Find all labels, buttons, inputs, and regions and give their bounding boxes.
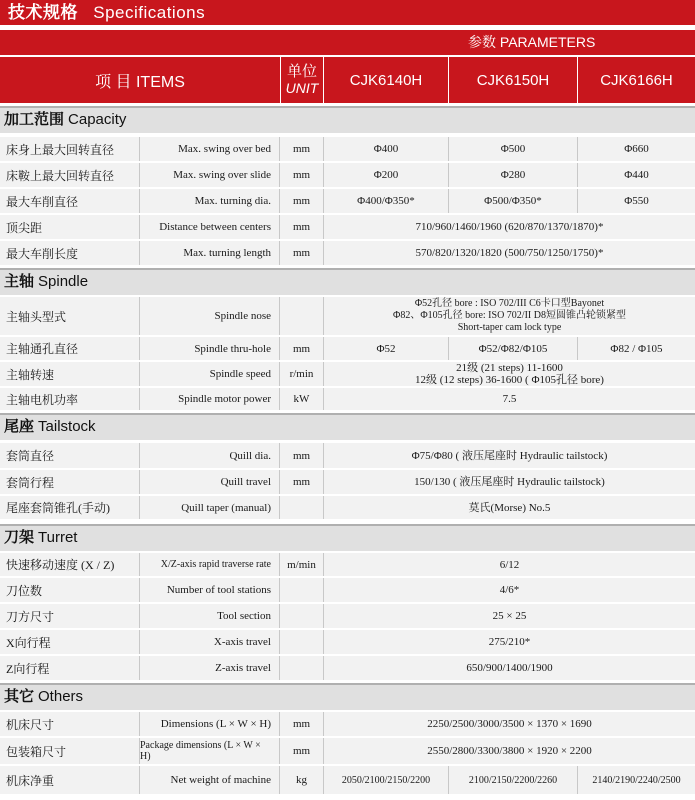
- row-value-1: Φ200: [324, 163, 449, 187]
- row-value-span: [324, 362, 695, 386]
- row-label-en: Z-axis travel: [140, 656, 280, 680]
- row-unit: mm: [280, 189, 324, 213]
- row-unit: mm: [280, 241, 324, 265]
- table-row: [0, 578, 695, 604]
- row-label-zh: 床鞍上最大回转直径: [0, 163, 140, 187]
- section-tailstock: [0, 413, 695, 440]
- row-value-3: 2140/2190/2240/2500: [592, 774, 681, 786]
- row-unit: kg: [280, 766, 324, 794]
- row-value-span: 710/960/1460/1960 (620/870/1370/1870)*: [415, 221, 604, 233]
- row-value-1: Φ52: [324, 337, 449, 360]
- title-zh: 技术规格: [8, 3, 78, 22]
- row-unit: mm: [280, 163, 324, 187]
- row-value-1: 2050/2100/2150/2200: [324, 766, 449, 794]
- row-label-en: X-axis travel: [140, 630, 280, 654]
- section-turret: [0, 524, 695, 551]
- text-line: Short-taper cam lock type: [457, 322, 562, 333]
- row-label-en: Quill travel: [140, 470, 280, 494]
- title-bar: [0, 0, 695, 25]
- row-label-en: Quill taper (manual): [140, 496, 280, 519]
- table-row: [0, 630, 695, 656]
- row-label-zh: 尾座套筒锥孔(手动): [0, 496, 140, 519]
- row-label-zh: 包装箱尺寸: [0, 738, 140, 764]
- table-row: [0, 362, 695, 388]
- section-en: Capacity: [68, 111, 127, 128]
- section-en: Turret: [38, 529, 78, 546]
- section-zh: 尾座: [4, 418, 35, 435]
- title-en: Specifications: [93, 3, 206, 22]
- row-value-2: Φ500: [449, 137, 578, 161]
- row-value-span: 650/900/1400/1900: [466, 662, 553, 674]
- row-label-zh: 套筒直径: [0, 443, 140, 468]
- row-label-en: Net weight of machine: [140, 766, 280, 794]
- table-row: [0, 388, 695, 412]
- row-label-en: Quill dia.: [140, 443, 280, 468]
- row-unit: r/min: [280, 362, 324, 386]
- row-unit: mm: [280, 443, 324, 468]
- section-zh: 主轴: [4, 273, 35, 290]
- row-value-2: 2100/2150/2200/2260: [449, 766, 578, 794]
- table-row: [0, 137, 695, 163]
- row-label-en: Number of tool stations: [140, 578, 280, 602]
- table-row: [0, 297, 695, 337]
- row-label-en: Spindle nose: [140, 297, 280, 335]
- row-value-span: [324, 297, 695, 335]
- header-model-2: CJK6150H: [449, 57, 577, 103]
- row-label-zh: 主轴头型式: [0, 297, 140, 335]
- section-capacity: [0, 106, 695, 133]
- row-value-span: 莫氏(Morse) No.5: [468, 501, 551, 514]
- table-row: [0, 553, 695, 578]
- row-label-zh: 机床尺寸: [0, 712, 140, 736]
- table-row: [0, 470, 695, 496]
- header-unit: [281, 57, 323, 103]
- row-value-1: Φ400/Φ350*: [324, 189, 449, 213]
- row-label-en: Package dimensions (L × W × H): [140, 738, 280, 764]
- row-label-zh: 最大车削长度: [0, 241, 140, 265]
- row-value-span: Φ75/Φ80 ( 液压尾座时 Hydraulic tailstock): [411, 449, 608, 462]
- text-line: 12级 (12 steps) 36-1600 ( Φ105孔径 bore): [415, 374, 604, 386]
- table-row: [0, 604, 695, 630]
- row-label-zh: 刀位数: [0, 578, 140, 602]
- row-unit: mm: [280, 712, 324, 736]
- table-row: [0, 215, 695, 241]
- row-label-zh: Z向行程: [0, 656, 140, 680]
- row-label-en: X/Z-axis rapid traverse rate: [140, 553, 280, 576]
- header-model-3: CJK6166H: [578, 57, 695, 103]
- row-label-zh: 最大车削直径: [0, 189, 140, 213]
- row-unit: mm: [280, 470, 324, 494]
- row-label-zh: 主轴转速: [0, 362, 140, 386]
- row-label-zh: 顶尖距: [0, 215, 140, 239]
- section-zh: 刀架: [4, 529, 35, 546]
- section-spindle: [0, 268, 695, 295]
- section-zh: 其它: [4, 688, 35, 705]
- row-label-en: Max. swing over slide: [140, 163, 280, 187]
- row-value-span: 4/6*: [499, 584, 520, 596]
- row-unit: [280, 297, 324, 335]
- row-unit: [280, 656, 324, 680]
- parameters-bar: [0, 30, 695, 55]
- row-value-3: Φ82 / Φ105: [610, 342, 663, 355]
- section-en: Spindle: [38, 273, 89, 290]
- table-row: [0, 337, 695, 362]
- table-row: [0, 738, 695, 766]
- row-label-en: Spindle speed: [140, 362, 280, 386]
- row-value-span: 7.5: [502, 393, 517, 405]
- row-unit: mm: [280, 738, 324, 764]
- table-row: [0, 443, 695, 470]
- row-value-2: Φ52/Φ82/Φ105: [449, 337, 578, 360]
- table-row: [0, 496, 695, 521]
- table-row: [0, 189, 695, 215]
- row-value-1: Φ400: [324, 137, 449, 161]
- row-value-span: 25 × 25: [492, 610, 527, 622]
- row-label-zh: 主轴电机功率: [0, 388, 140, 410]
- row-value-2: Φ500/Φ350*: [449, 189, 578, 213]
- row-value-span: 6/12: [499, 558, 520, 571]
- row-value-3: Φ660: [624, 143, 649, 155]
- row-label-en: Distance between centers: [140, 215, 280, 239]
- row-unit: [280, 578, 324, 602]
- parameters-label: 参数 PARAMETERS: [468, 34, 596, 50]
- table-row: [0, 241, 695, 267]
- section-en: Tailstock: [38, 418, 96, 435]
- row-label-en: Tool section: [140, 604, 280, 628]
- row-unit: mm: [280, 215, 324, 239]
- row-value-span: 2250/2500/3000/3500 × 1370 × 1690: [427, 718, 592, 730]
- row-label-en: Max. turning length: [140, 241, 280, 265]
- row-label-zh: 主轴通孔直径: [0, 337, 140, 360]
- row-unit: mm: [280, 337, 324, 360]
- row-unit: mm: [280, 137, 324, 161]
- section-others: [0, 683, 695, 710]
- row-label-zh: 床身上最大回转直径: [0, 137, 140, 161]
- table-row: [0, 766, 695, 796]
- row-value-3: Φ440: [624, 169, 649, 181]
- row-value-span: 570/820/1320/1820 (500/750/1250/1750)*: [415, 247, 604, 259]
- table-row: [0, 163, 695, 189]
- table-row: [0, 712, 695, 738]
- section-en: Others: [38, 688, 84, 705]
- header-model-1: CJK6140H: [324, 57, 448, 103]
- row-label-zh: 套筒行程: [0, 470, 140, 494]
- section-zh: 加工范围: [4, 111, 65, 128]
- text-line: Φ52孔径 bore : ISO 702/III C6卡口型Bayonet: [414, 298, 605, 309]
- table-row: [0, 656, 695, 682]
- row-unit: m/min: [280, 553, 324, 576]
- row-label-en: Spindle thru-hole: [140, 337, 280, 360]
- header-unit-zh: 单位: [286, 63, 317, 80]
- row-value-span: 150/130 ( 液压尾座时 Hydraulic tailstock): [414, 476, 605, 488]
- row-label-zh: 机床净重: [0, 766, 140, 794]
- text-line: 21级 (21 steps) 11-1600: [456, 362, 563, 374]
- row-label-zh: 快速移动速度 (X / Z): [0, 553, 140, 576]
- row-label-en: Spindle motor power: [140, 388, 280, 410]
- row-unit: kW: [280, 388, 324, 410]
- row-value-span: 2550/2800/3300/3800 × 1920 × 2200: [427, 745, 592, 757]
- header-unit-en: UNIT: [285, 80, 319, 96]
- row-unit: [280, 496, 324, 519]
- row-label-zh: 刀方尺寸: [0, 604, 140, 628]
- row-unit: [280, 604, 324, 628]
- row-value-3: Φ550: [624, 195, 649, 207]
- row-label-en: Max. swing over bed: [140, 137, 280, 161]
- row-value-span: 275/210*: [488, 636, 531, 648]
- row-unit: [280, 630, 324, 654]
- header-items: 项 目 ITEMS: [0, 57, 280, 103]
- row-label-en: Max. turning dia.: [140, 189, 280, 213]
- row-value-2: Φ280: [449, 163, 578, 187]
- text-line: Φ82、Φ105孔径 bore: ISO 702/II D8短圆锥凸轮锁紧型: [393, 310, 626, 321]
- row-label-zh: X向行程: [0, 630, 140, 654]
- row-label-en: Dimensions (L × W × H): [140, 712, 280, 736]
